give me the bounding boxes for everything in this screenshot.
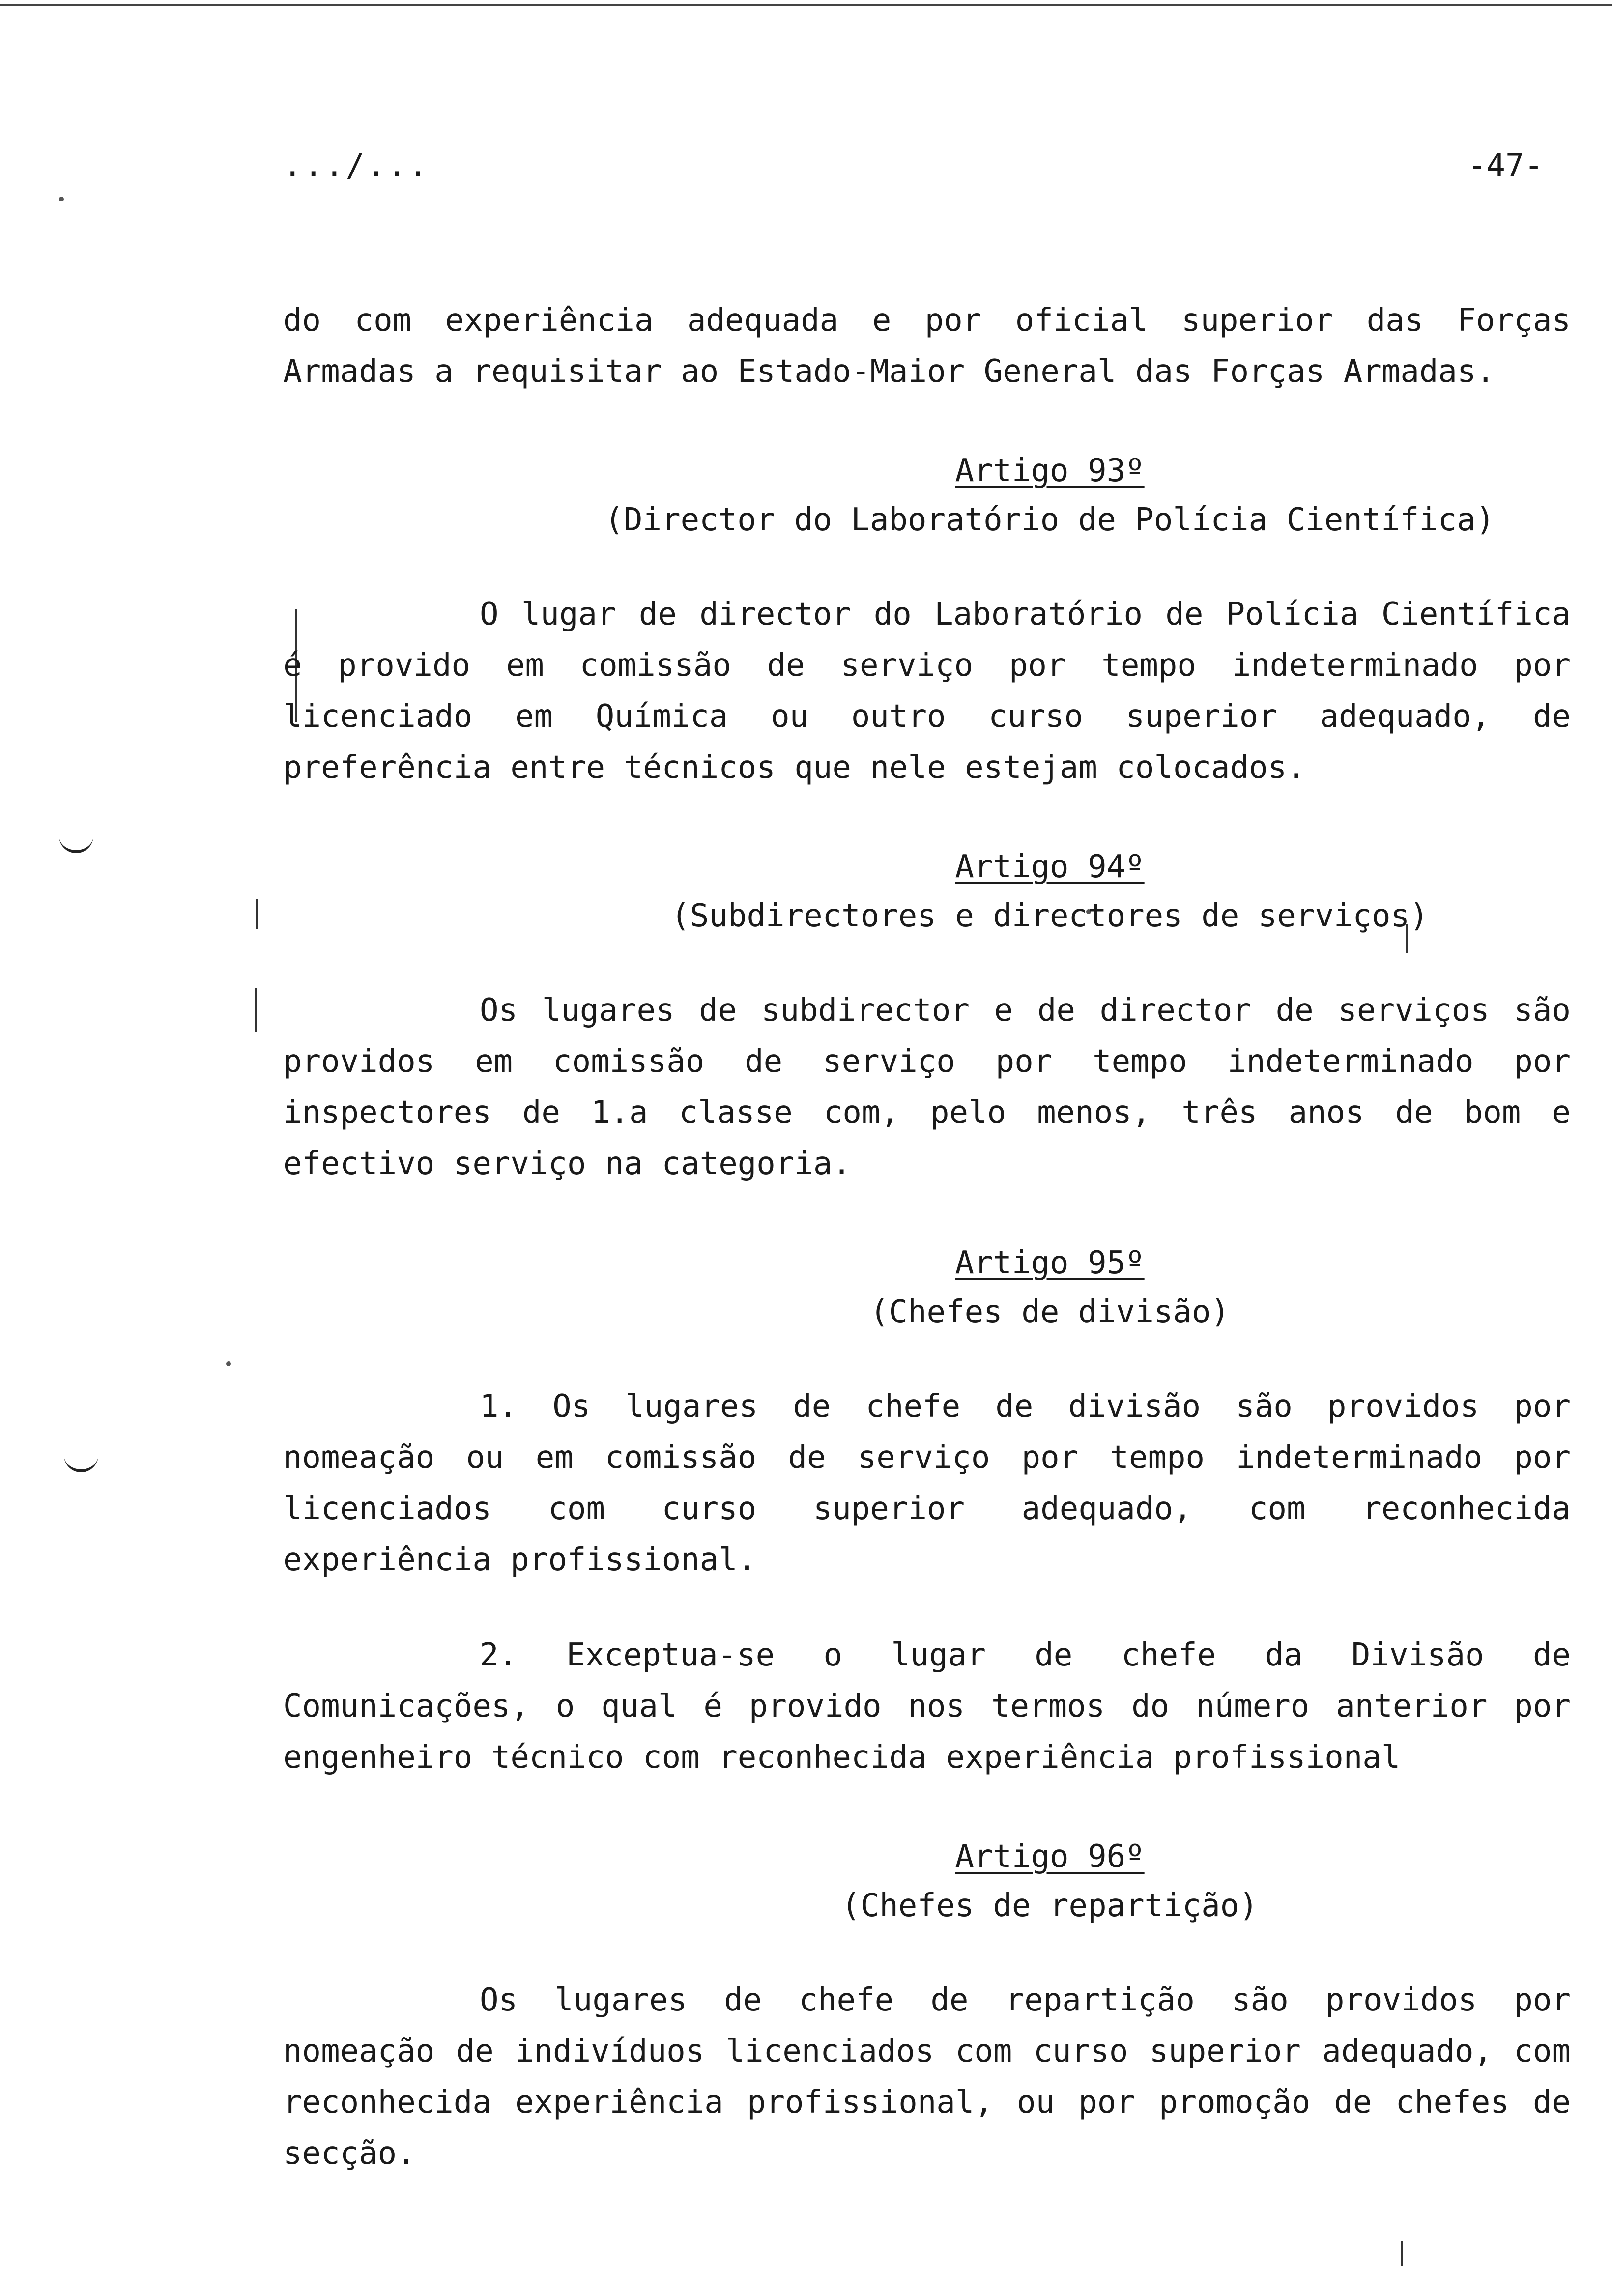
document-body <box>283 295 1571 2179</box>
article-95 <box>283 1238 1571 1783</box>
article-number: Artigo 96º <box>955 1838 1145 1875</box>
top-scan-rule <box>0 4 1612 6</box>
margin-mark <box>1401 2241 1403 2266</box>
page-number: -47- <box>1467 147 1543 184</box>
article-94 <box>283 842 1571 1189</box>
margin-mark <box>256 899 258 929</box>
intro-paragraph: do com experiência adequada e por oficial superior das Forças Armadas a requisitar ao Estado-Maior General das Forças Armadas. <box>283 302 1571 390</box>
article-paragraph: 1. Os lugares de chefe de divisão são providos por nomeação ou em comissão de serviço por tempo indeterminado por licenciados com curso superior adequado, com reconhecida experiência profissional. <box>283 1388 1571 1578</box>
scan-mark <box>64 1455 98 1472</box>
scan-speck <box>59 197 64 201</box>
article-title: (Chefes de repartição) <box>841 1888 1258 1924</box>
article-title: (Director do Laboratório de Polícia Científica) <box>604 502 1495 538</box>
article-paragraph: Os lugares de subdirector e de director de serviços são providos em comissão de serviço por tempo indeterminado por inspectores de 1.a classe com, pelo menos, três anos de bom e efectivo serviço na categoria. <box>283 992 1571 1182</box>
scan-mark <box>59 835 93 853</box>
scan-speck <box>226 1361 231 1366</box>
article-number: Artigo 93º <box>955 453 1145 489</box>
article-title: (Subdirectores e directores de serviços) <box>671 898 1429 934</box>
article-93 <box>283 446 1571 793</box>
article-number: Artigo 94º <box>955 849 1145 885</box>
article-paragraph: O lugar de director do Laboratório de Polícia Científica é provido em comissão de serviço por tempo indeterminado por licenciado em Química ou outro curso superior adequado, de preferência entre técnicos que nele estejam colocados. <box>283 596 1571 786</box>
article-title: (Chefes de divisão) <box>869 1294 1230 1330</box>
article-number: Artigo 95º <box>955 1245 1145 1281</box>
article-96 <box>283 1832 1571 2179</box>
continuation-mark: .../... <box>283 147 430 184</box>
article-paragraph: 2. Exceptua-se o lugar de chefe da Divisão de Comunicações, o qual é provido nos termos do número anterior por engenheiro técnico com reconhecida experiência profissional <box>283 1637 1571 1776</box>
margin-mark <box>255 988 257 1032</box>
article-paragraph: Os lugares de chefe de repartição são providos por nomeação de indivíduos licenciados com curso superior adequado, com reconhecida experiência profissional, ou por promoção de chefes de secção. <box>283 1982 1571 2172</box>
